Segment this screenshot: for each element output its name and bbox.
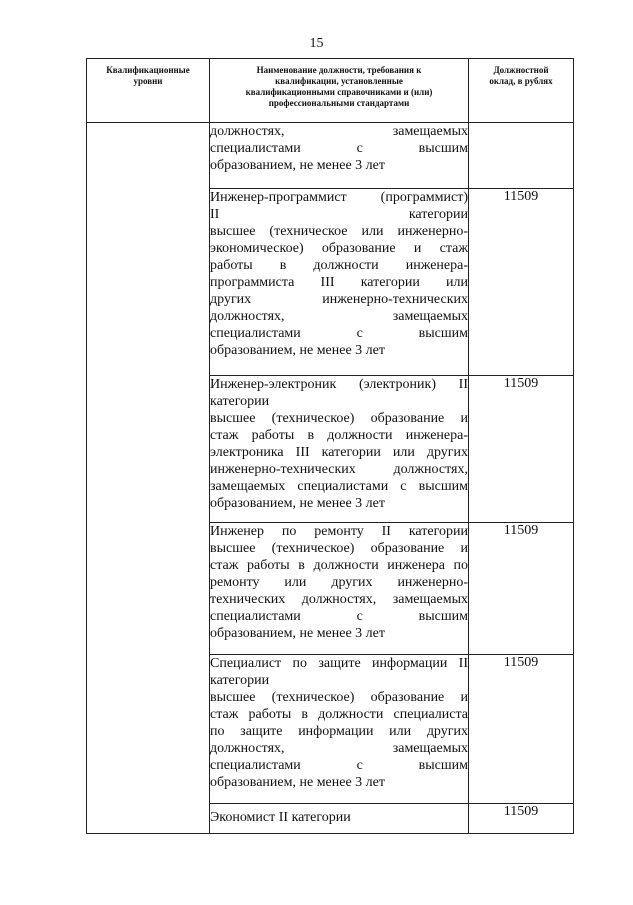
salary-cell: 11509 [469,804,574,834]
header-line: Наименование должности, требования к [256,65,422,75]
position-text-line: стаж работы в должности инженера по [210,558,468,573]
salary-cell [469,123,574,189]
position-text-line: специалистами с высшим [210,326,468,341]
position-text-line: образованием, не менее 3 лет [210,626,385,641]
position-text-line: инженерно-технических должностях, [210,462,468,477]
table-row [87,123,574,189]
position-text-line: программиста III категории или [210,275,468,290]
header-line: Должностной [493,65,549,75]
position-text-line: по защите информации или других [210,724,468,739]
position-text-line: Специалист по защите информации II [210,656,468,671]
qualification-level-cell [87,123,210,834]
position-text-line: специалистами с высшим [210,609,468,624]
header-salary [469,59,574,123]
salary-cell: 11509 [469,523,574,655]
position-text-line: электроника III категории или других [210,445,468,460]
header-position-requirements [210,59,469,123]
position-text-line: высшее (техническое) образование и [210,690,468,705]
position-text-line: образованием, не менее 3 лет [210,158,385,173]
position-text-line: стаж работы в должности специалиста [210,707,468,722]
position-text-line: работы в должности инженера- [210,258,468,273]
position-cell [210,523,469,655]
position-text-line: экономическое) образование и стаж [210,241,468,256]
header-line: уровни [133,76,163,86]
position-text-line: образованием, не менее 3 лет [210,496,385,511]
position-cell [210,804,469,834]
salary-cell: 11509 [469,189,574,376]
position-text-line: Экономист II категории [210,810,351,825]
position-cell [210,123,469,189]
salary-table [86,58,574,834]
position-text-line: должностях, замещаемых [210,124,468,139]
position-text-line: специалистами с высшим [210,141,468,156]
salary-cell: 11509 [469,376,574,523]
position-cell [210,376,469,523]
header-line: квалификационными справочниками и (или) [245,87,433,97]
header-line: Квалификационные [106,65,190,75]
position-text-line: технических должностях, замещаемых [210,592,468,607]
page-number: 15 [309,36,324,51]
position-text-line: высшее (техническое) образование и [210,541,468,556]
position-text-line: образованием, не менее 3 лет [210,775,385,790]
position-text-line: Инженер по ремонту II категории [210,524,468,539]
position-text-line: Инженер-электроник (электроник) II [210,377,468,392]
position-text-line: высшее (техническое) образование и [210,411,468,426]
position-text-line: замещаемых специалистами с высшим [210,479,468,494]
position-text-line: II категории [210,207,468,222]
position-text-line: Инженер-программист (программист) [210,190,468,205]
header-line: квалификации, установленные [275,76,403,86]
position-text-line: должностях, замещаемых [210,309,468,324]
table-header-row [87,59,574,123]
position-text-line: категории [210,673,270,688]
position-text-line: категории [210,394,270,409]
position-text-line: ремонту или других инженерно- [210,575,468,590]
position-cell [210,655,469,804]
header-line: оклад, в рублях [489,76,553,86]
header-line: профессиональными стандартами [268,98,410,108]
position-text-line: других инженерно-технических [210,292,468,307]
salary-cell: 11509 [469,655,574,804]
header-qualification-levels [87,59,210,123]
position-cell [210,189,469,376]
position-text-line: должностях, замещаемых [210,741,468,756]
position-text-line: стаж работы в должности инженера- [210,428,468,443]
position-text-line: специалистами с высшим [210,758,468,773]
position-text-line: высшее (техническое или инженерно- [210,224,468,239]
position-text-line: образованием, не менее 3 лет [210,343,385,358]
